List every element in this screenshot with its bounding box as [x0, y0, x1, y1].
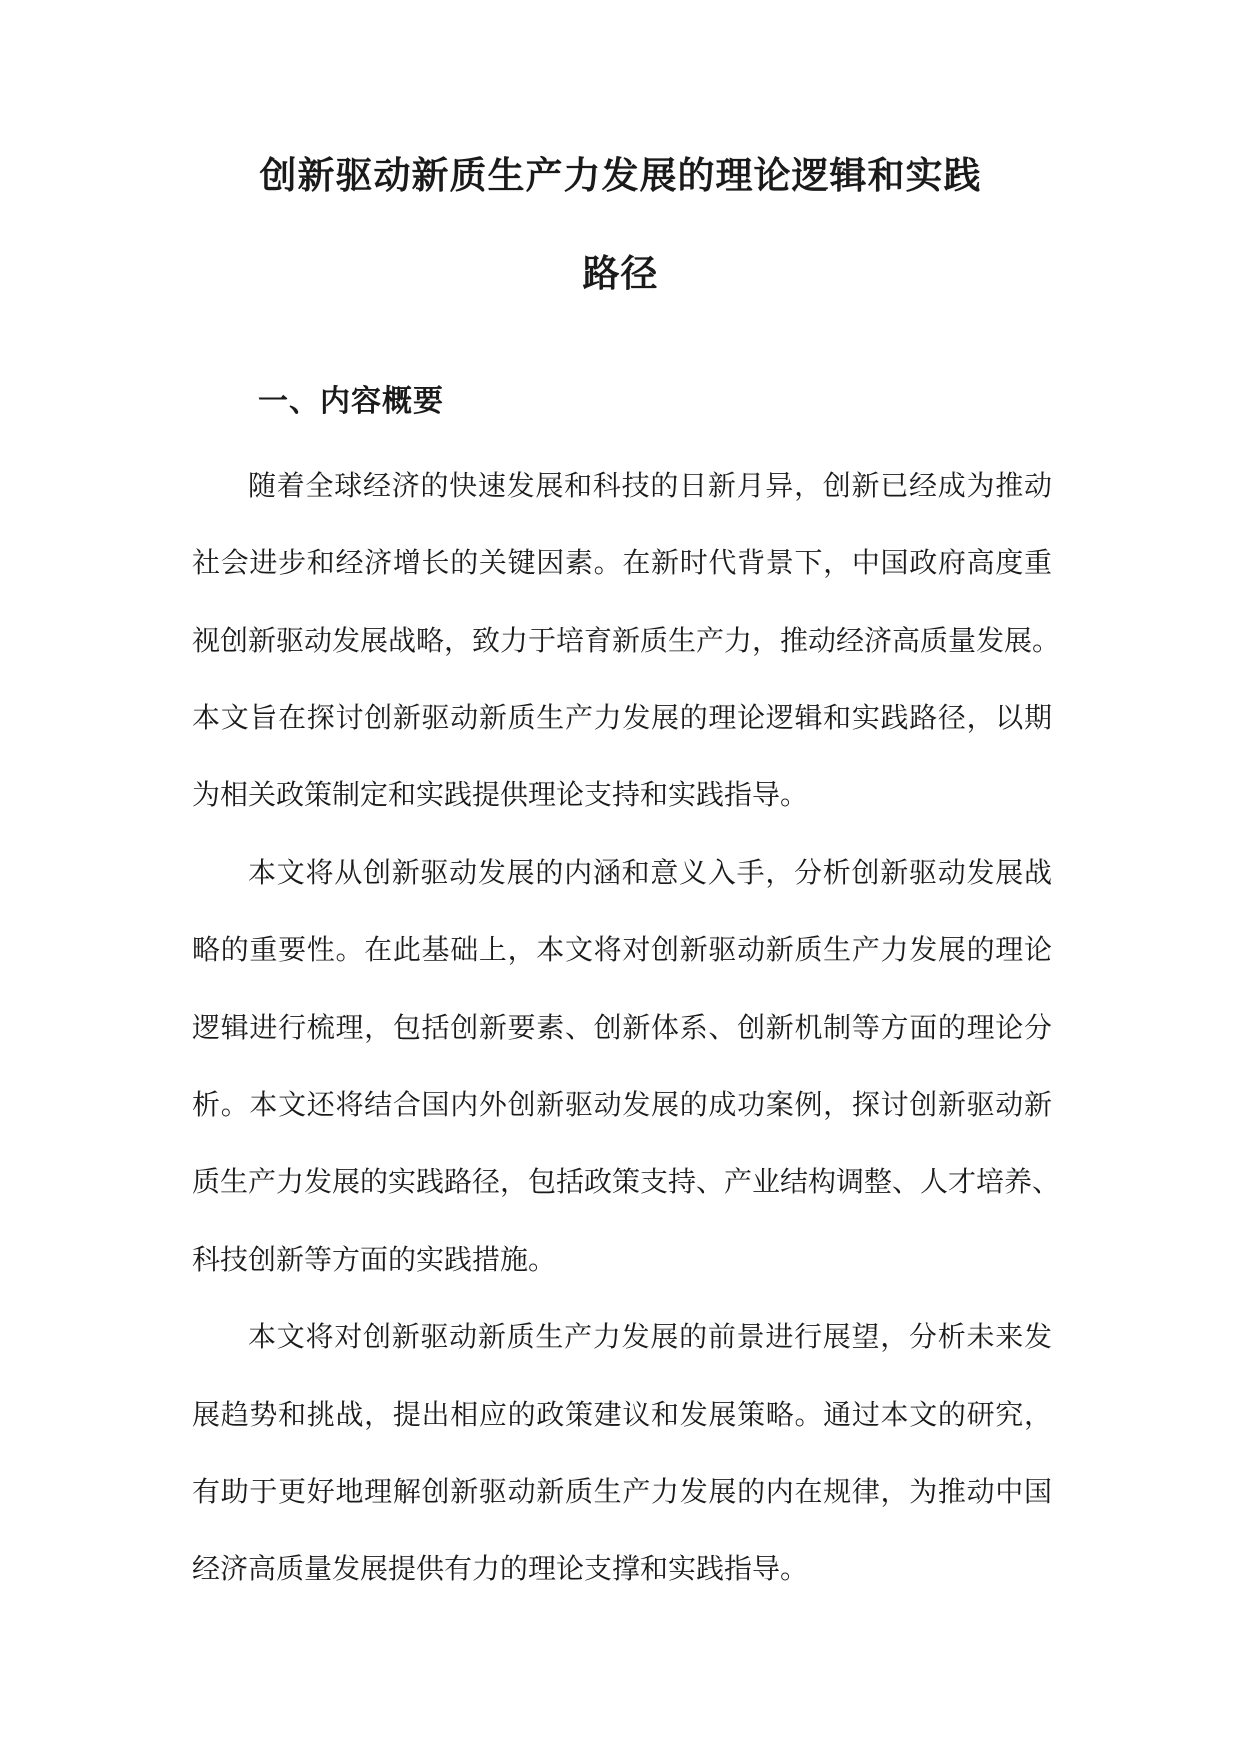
paragraph-1-line: 为相关政策制定和实践提供理论支持和实践指导。 [192, 778, 809, 811]
paragraph-3-line: 有助于更好地理解创新驱动新质生产力发展的内在规律，为推动中国 [192, 1475, 1052, 1508]
paragraph-1-line: 本文旨在探讨创新驱动新质生产力发展的理论逻辑和实践路径，以期 [192, 701, 1052, 734]
section-heading: 一、内容概要 [258, 384, 444, 419]
paragraph-2-line: 质生产力发展的实践路径，包括政策支持、产业结构调整、人才培养、 [192, 1165, 1061, 1198]
paragraph-1-line: 视创新驱动发展战略，致力于培育新质生产力，推动经济高质量发展。 [192, 624, 1061, 657]
paragraph-2-line: 略的重要性。在此基础上，本文将对创新驱动新质生产力发展的理论 [192, 933, 1052, 966]
paragraph-3-line: 展趋势和挑战，提出相应的政策建议和发展策略。通过本文的研究， [192, 1398, 1052, 1431]
paragraph-1-line: 社会进步和经济增长的关键因素。在新时代背景下，中国政府高度重 [192, 546, 1052, 579]
paragraph-3-line: 经济高质量发展提供有力的理论支撑和实践指导。 [192, 1552, 809, 1585]
paragraph-2-line: 本文将从创新驱动发展的内涵和意义入手，分析创新驱动发展战 [248, 856, 1052, 889]
paragraph-2-line: 科技创新等方面的实践措施。 [192, 1243, 557, 1276]
paragraph-2-line: 析。本文还将结合国内外创新驱动发展的成功案例，探讨创新驱动新 [192, 1088, 1052, 1121]
paragraph-3-line: 本文将对创新驱动新质生产力发展的前景进行展望，分析未来发 [248, 1320, 1052, 1353]
paragraph-2-line: 逻辑进行梳理，包括创新要素、创新体系、创新机制等方面的理论分 [192, 1011, 1052, 1044]
document-title-line-1: 创新驱动新质生产力发展的理论逻辑和实践 [259, 154, 982, 197]
paragraph-1-line: 随着全球经济的快速发展和科技的日新月异，创新已经成为推动 [248, 469, 1052, 502]
document-title-line-2: 路径 [582, 252, 659, 295]
